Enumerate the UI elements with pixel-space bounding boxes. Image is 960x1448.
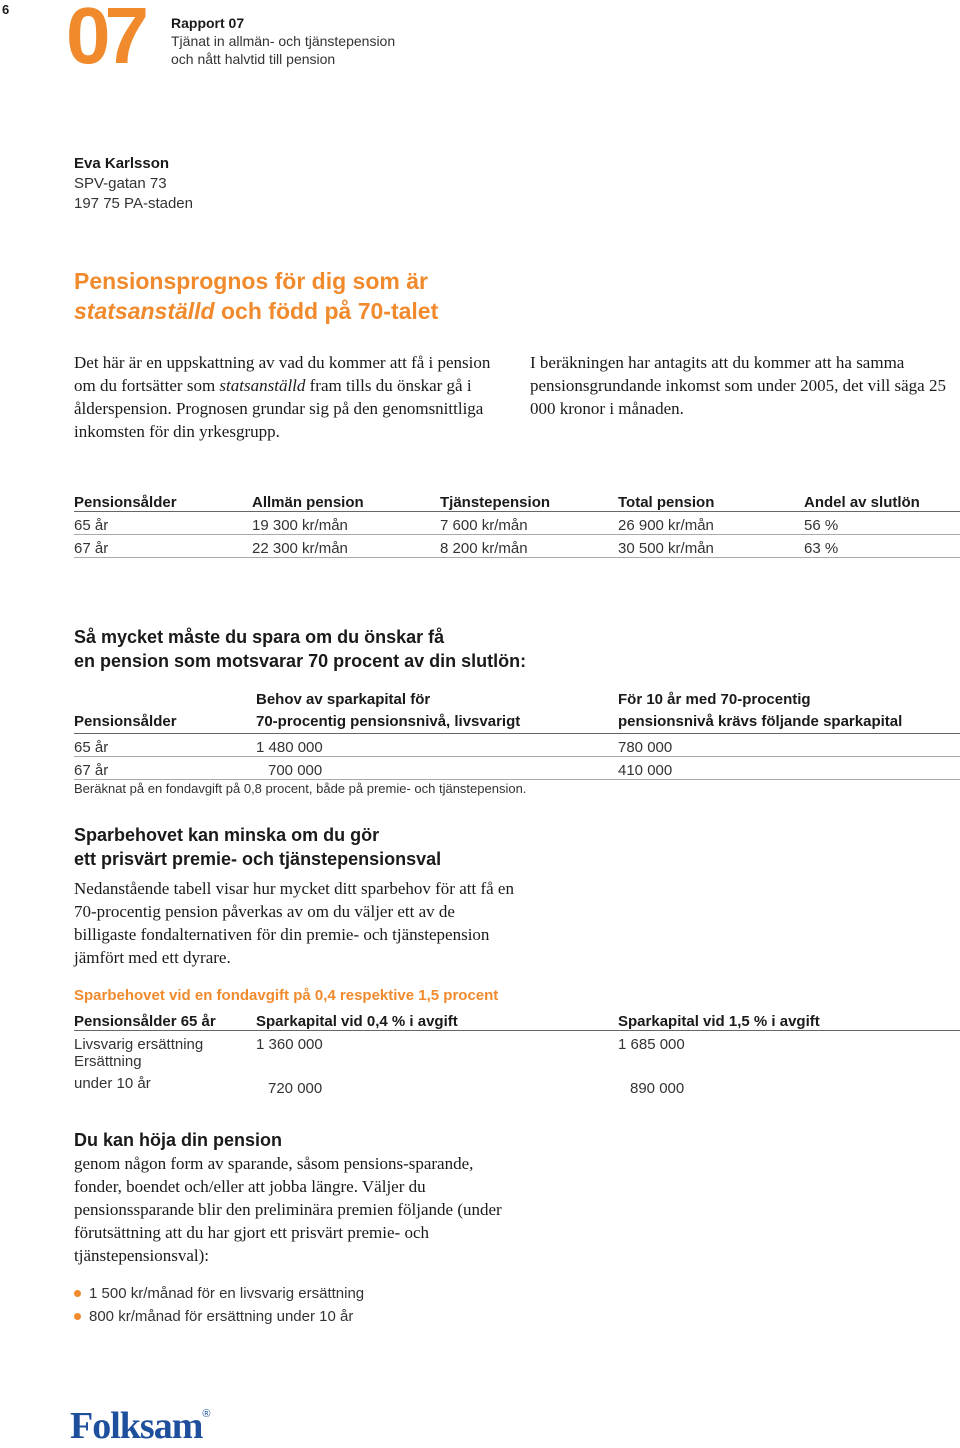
table-header: Pensionsålder: [74, 489, 252, 512]
table-header: Pensionsålder 65 år: [74, 1008, 256, 1031]
logo-text: Folksam: [70, 1405, 203, 1447]
page-title-rest: och född på 70-talet: [214, 298, 439, 324]
table-cell: Livsvarig ersättning: [74, 1036, 204, 1053]
table-cell: 1 685 000: [618, 1036, 685, 1053]
choice-heading-line1: Sparbehovet kan minska om du gör: [74, 825, 380, 845]
table-cell: 67 år: [74, 757, 256, 780]
table-cell: 22 300 kr/mån: [252, 535, 440, 558]
row-label-line: under 10 år: [74, 1075, 151, 1092]
recipient-postal: 197 75 PA-staden: [74, 195, 193, 212]
table-header: [256, 689, 618, 734]
table-cell: 19 300 kr/mån: [252, 512, 440, 535]
table-header: Andel av slutlön: [804, 489, 960, 512]
table-header: Sparkapital vid 1,5 % i avgift: [618, 1008, 960, 1031]
savings-heading: [74, 625, 526, 673]
pension-table: [74, 489, 960, 558]
table-row: [74, 734, 960, 757]
savings-table: [74, 689, 960, 780]
table-cell: 67 år: [74, 535, 252, 558]
page-title: [74, 266, 438, 326]
table-cell: 63 %: [804, 535, 960, 558]
table-cell: [74, 1053, 256, 1097]
table-cell: 1 480 000: [256, 734, 618, 757]
table-cell: 890 000: [630, 1080, 685, 1097]
table-cell: 1 360 000: [256, 1036, 323, 1053]
header-line: 70-procentig pensionsnivå, livsvarigt: [256, 713, 521, 730]
table-header: Sparkapital vid 0,4 % i avgift: [256, 1008, 618, 1031]
intro-text-italic: statsanställd: [219, 376, 306, 395]
fee-comparison-subtitle: Sparbehovet vid en fondavgift på 0,4 respektive 1,5 procent: [74, 987, 499, 1004]
table-row: [74, 1031, 960, 1054]
table-cell: 7 600 kr/mån: [440, 512, 618, 535]
table-cell: 410 000: [618, 757, 960, 780]
report-subtitle-line2: och nått halvtid till pension: [171, 51, 336, 67]
table-row: [74, 535, 960, 558]
header-line: Behov av sparkapital för: [256, 691, 431, 708]
table-header-row: [74, 1008, 960, 1031]
intro-paragraph-2: I beräkningen har antagits att du kommer att ha samma pensionsgrundande inkomst som under 2005, det vill säga 25 000 kronor i månaden.: [530, 353, 946, 418]
table-row: [74, 1053, 960, 1097]
chapter-number: 07: [66, 0, 143, 80]
savings-heading-line1: Så mycket måste du spara om du önskar få: [74, 627, 445, 647]
raise-pension-paragraph: genom någon form av sparande, såsom pensions-sparande, fonder, boendet och/eller att jobba längre. Väljer du pensionssparande blir den preliminära premien följande (under förutsättning att du har gjort ett prisvärt premie- och tjänstepensionsval):: [74, 1154, 502, 1265]
bullet-icon: [74, 1313, 81, 1320]
page-title-italic: statsanställd: [74, 298, 215, 324]
intro-paragraph-1: [74, 351, 514, 443]
table-cell: 720 000: [268, 1080, 323, 1097]
page-title-line2: [74, 296, 438, 326]
choice-paragraph: Nedanstående tabell visar hur mycket ditt sparbehov för att få en 70-procentig pension påverkas av om du väljer ett av de billigaste fondalternativen för din premie- och tjänstepension jämfört med ett dyrare.: [74, 879, 514, 967]
page-number: 6: [2, 2, 10, 17]
intro-text-b: fram tills du önskar gå i ålderspension. Prognosen grundar sig på den genomsnittliga inkomsten för din yrkesgrupp.: [74, 376, 484, 441]
table-row: [74, 757, 960, 780]
report-title: Rapport 07: [171, 15, 245, 31]
table-header-row: [74, 689, 960, 734]
report-subtitle-line1: Tjänat in allmän- och tjänstepension: [171, 33, 396, 49]
header-line: pensionsnivå krävs följande sparkapital: [618, 713, 903, 730]
header-line: För 10 år med 70-procentig: [618, 691, 811, 708]
intro-text-a: Det här är en uppskattning av vad du kommer att få i pension om du fortsätter som: [74, 353, 491, 395]
table-header: [618, 689, 960, 734]
folksam-logo: [70, 1404, 209, 1448]
table-row: [74, 512, 960, 535]
table-header: Tjänstepension: [440, 489, 618, 512]
fee-comparison-table: [74, 1008, 960, 1097]
bullet-icon: [74, 1290, 81, 1297]
savings-heading-line2: en pension som motsvarar 70 procent av din slutlön:: [74, 651, 527, 671]
recipient-address: [74, 154, 193, 214]
bullet-list: [74, 1282, 364, 1328]
choice-heading: [74, 823, 441, 871]
table-cell: 26 900 kr/mån: [618, 512, 804, 535]
table-cell: 8 200 kr/mån: [440, 535, 618, 558]
table-cell: 700 000: [256, 757, 618, 780]
table-cell: 30 500 kr/mån: [618, 535, 804, 558]
table-header: Pensionsålder: [74, 689, 256, 734]
table-header: Allmän pension: [252, 489, 440, 512]
list-item-text: 800 kr/månad för ersättning under 10 år: [89, 1308, 354, 1325]
recipient-name: Eva Karlsson: [74, 155, 170, 172]
page-title-line1: Pensionsprognos för dig som är: [74, 268, 428, 294]
table-cell: 780 000: [618, 734, 960, 757]
table-cell: 65 år: [74, 512, 252, 535]
recipient-street: SPV-gatan 73: [74, 175, 167, 192]
fee-note: Beräknat på en fondavgift på 0,8 procent, både på premie- och tjänstepension.: [74, 781, 527, 796]
report-header: [171, 14, 395, 68]
raise-pension-heading: Du kan höja din pension: [74, 1130, 283, 1150]
list-item-text: 1 500 kr/månad för en livsvarig ersättning: [89, 1285, 365, 1302]
table-header-row: [74, 489, 960, 512]
table-cell: 65 år: [74, 734, 256, 757]
list-item: [74, 1282, 364, 1305]
choice-heading-line2: ett prisvärt premie- och tjänstepensionsval: [74, 849, 442, 869]
table-header: Total pension: [618, 489, 804, 512]
list-item: [74, 1305, 364, 1328]
table-cell: 56 %: [804, 512, 960, 535]
registered-mark: ®: [202, 1408, 210, 1420]
row-label-line: Ersättning: [74, 1053, 142, 1070]
